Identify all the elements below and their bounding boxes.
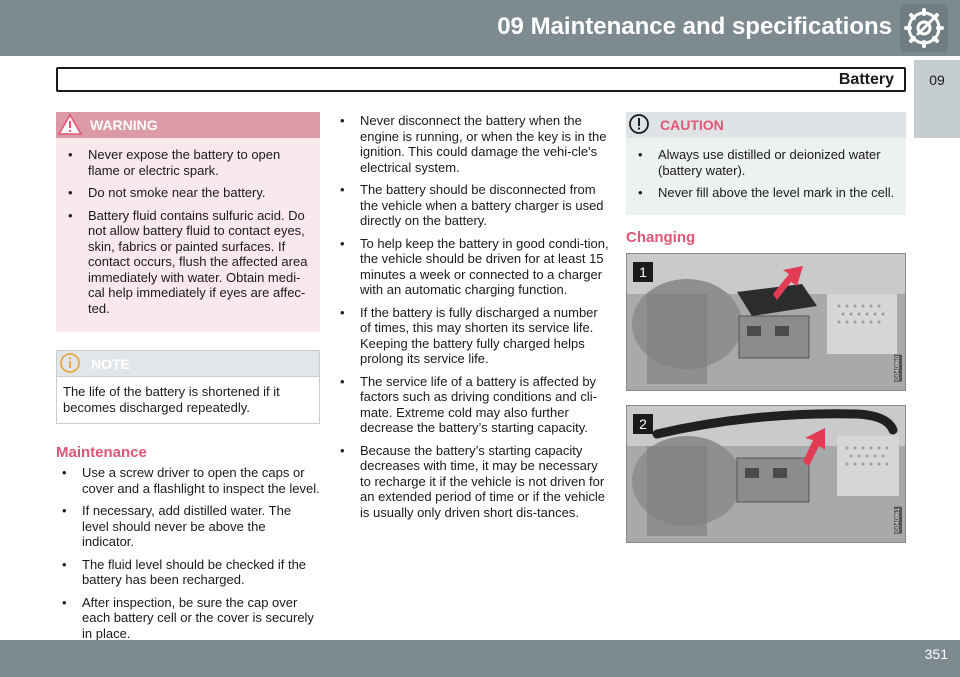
list-item: • The service life of a battery is affected by factors such as driving conditions and cli-mate. Extreme cold may also further decrease the battery’s starting capacity. [334,374,610,436]
note-header [57,351,319,377]
section-bar [56,67,906,92]
step-number-2: 2 [633,414,653,434]
caution-title: CAUTION [660,117,724,133]
caution-body [626,138,906,215]
warning-header [56,112,320,138]
section-title: Battery [838,71,894,88]
list-item: • To help keep the battery in good condi-tion, the vehicle should be driven for at least 15 minutes a week or connected to a charger with an automatic charging function. [334,236,610,298]
chapter-title: 09 Maintenance and specifications [497,13,892,40]
list-item: • The battery should be disconnected from the vehicle when a battery charger is used directly on the battery. [334,182,610,229]
warning-list [62,147,310,316]
step-number-1: 1 [633,262,653,282]
page-number: 351 [924,646,948,662]
battery-figure-1 [626,253,906,391]
changing-heading: Changing [626,228,696,246]
column-middle [334,106,610,520]
column-right [626,112,906,543]
wrench-gear-icon [900,4,948,52]
column-left [56,112,320,677]
maintenance-heading: Maintenance [56,444,147,461]
battery-tips-list [334,113,610,520]
list-item: • If the battery is fully discharged a number of times, this may shorten its service life. Keeping the battery fully charged helps prolong its service life. [334,305,610,367]
note-text: The life of the battery is shortened if it becomes discharged repeatedly. [63,384,280,415]
warning-triangle-icon [58,113,82,143]
chapter-tab-label: 09 [929,72,945,88]
list-item: • Never fill above the level mark in the cell. [632,185,896,201]
caution-list [632,147,896,201]
image-code-1: G040860 [895,355,901,381]
list-item: • Always use distilled or deionized water (battery water). [632,147,896,178]
caution-icon [628,113,650,143]
battery-removal-photo-1 [627,254,906,391]
warning-body [56,138,320,332]
warning-title: WARNING [90,117,158,133]
list-item: • The fluid level should be checked if the battery has been recharged. [56,557,320,588]
battery-removal-photo-2 [627,406,906,543]
chapter-tab[interactable] [914,60,960,138]
warning-box [56,112,320,332]
caution-box [626,112,906,215]
list-item: • Do not smoke near the battery. [62,185,310,201]
note-box [56,350,320,424]
list-item: • If necessary, add distilled water. The level should never be above the indicator. [56,503,320,550]
note-body [57,377,319,423]
note-title: NOTE [91,356,130,372]
caution-header [626,112,906,138]
list-item: • Never expose the battery to open flame or electric spark. [62,147,310,178]
header-band [0,0,960,56]
info-icon [59,352,81,382]
list-item: • Because the battery’s starting capacity decreases with time, it may be necessary to recharge it if the vehicle is not driven for an extended period of time or if the vehicle is usually only driven short dis-tances. [334,443,610,521]
image-code-2: G040861 [895,507,901,533]
list-item: • Use a screw driver to open the caps or cover and a flashlight to inspect the level. [56,465,320,496]
list-item: • Never disconnect the battery when the engine is running, or when the key is in the ignition. This could damage the vehi-cle's electrical system. [334,113,610,175]
list-item: • Battery fluid contains sulfuric acid. Do not allow battery fluid to contact eyes, skin, fabrics or painted surfaces. If contact occurs, flush the affected area immediately with water. Obtain medi-cal help immediately if eyes are affec-ted. [62,208,310,317]
list-item: • After inspection, be sure the cap over each battery cell or the cover is securely in place. [56,595,320,642]
footer-band [0,640,960,677]
battery-figure-2 [626,405,906,543]
